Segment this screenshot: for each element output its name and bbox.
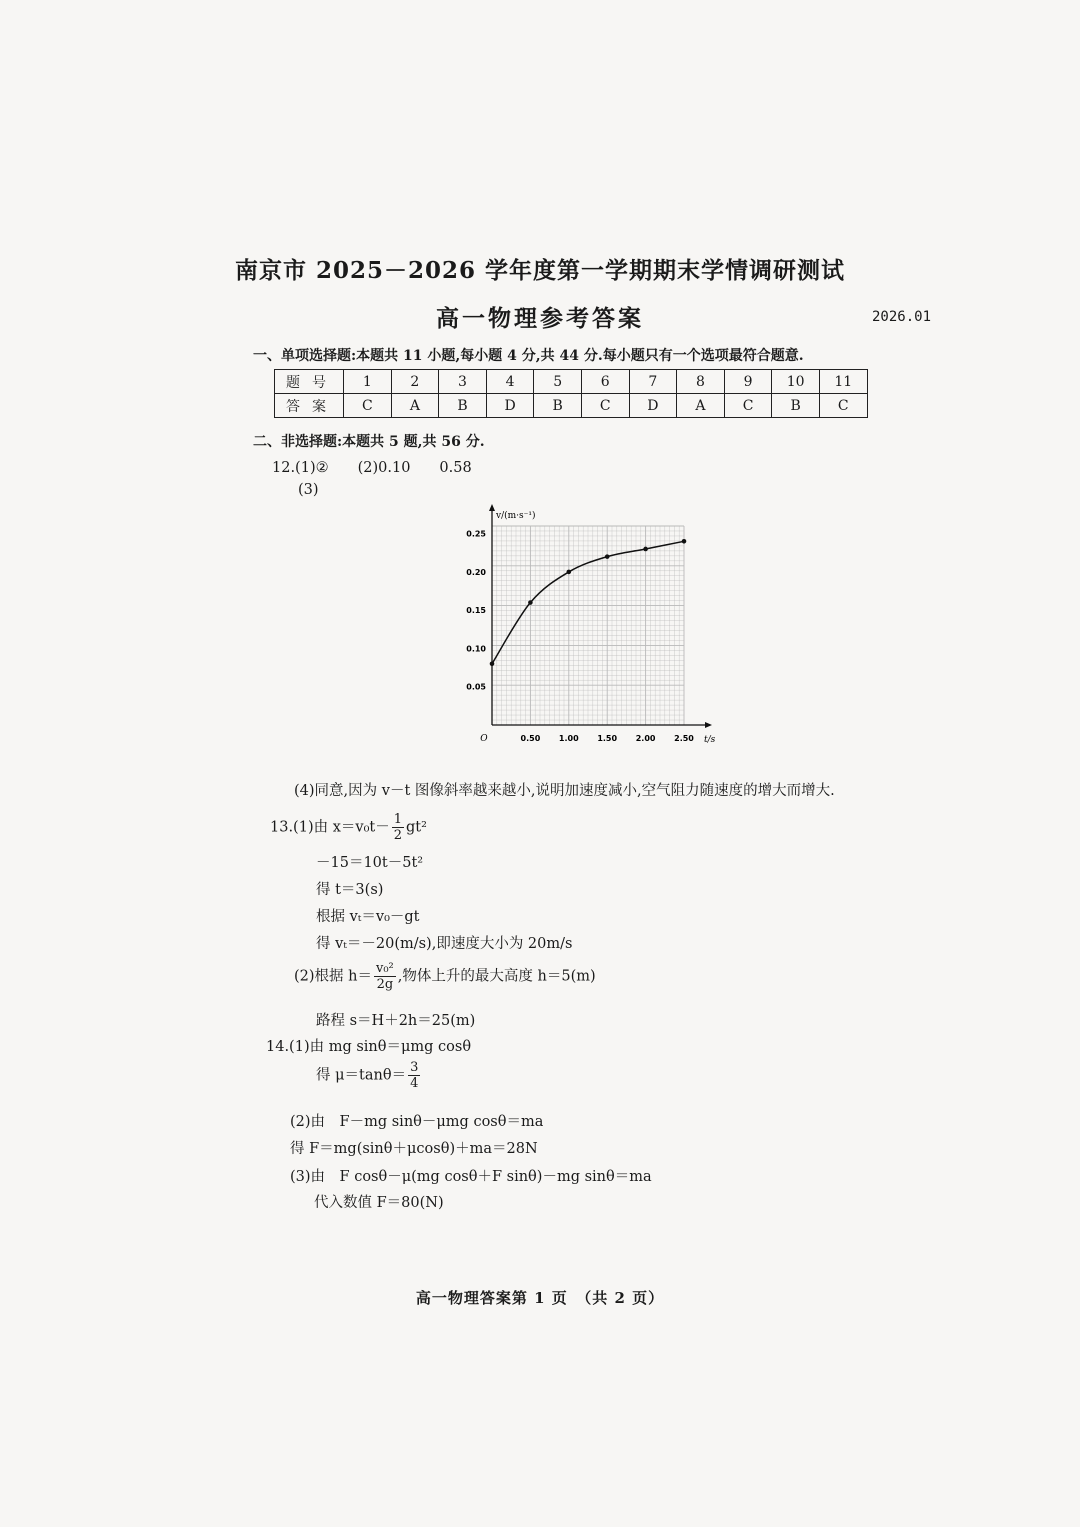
q13-equation: －15＝10t－5t² (316, 855, 424, 871)
q13-part1-line1 (270, 813, 427, 842)
question-number: 5 (534, 370, 582, 394)
section2-heading: 二、非选择题:本题共 5 题,共 56 分. (253, 434, 485, 450)
y-tick-label: 0.05 (466, 682, 486, 692)
answer-cell: C (724, 394, 772, 418)
q14-part1-mu (316, 1061, 422, 1090)
frac-num: 1 (393, 812, 402, 827)
date-label: 2026.01 (872, 309, 932, 325)
q12-answer-1-2: 12.(1)② (2)0.10 0.58 (272, 460, 472, 476)
y-tick-label: 0.15 (466, 606, 486, 616)
q13-part2-height (294, 962, 596, 991)
number-row (275, 370, 868, 394)
data-point (567, 570, 572, 575)
answer-cell: C (581, 394, 629, 418)
answer-cell: B (772, 394, 820, 418)
frac-num: 3 (410, 1060, 419, 1075)
fraction-half (392, 813, 404, 842)
q12-part3-label: (3) (298, 482, 319, 498)
question-number: 9 (724, 370, 772, 394)
q14-part3-result: 代入数值 F＝80(N) (314, 1195, 444, 1211)
answer-row (275, 394, 868, 418)
data-point (490, 661, 495, 666)
answer-cell: C (344, 394, 392, 418)
y-axis-arrow (489, 504, 495, 511)
question-number: 3 (439, 370, 487, 394)
answer-cell: D (486, 394, 534, 418)
question-number: 6 (581, 370, 629, 394)
answer-cell: D (629, 394, 677, 418)
x-tick-label: 2.50 (674, 734, 694, 743)
q14-part2-equation: (2)由 F－mg sinθ－μmg cosθ＝ma (290, 1114, 544, 1130)
fraction-three-quarters (408, 1061, 420, 1090)
x-tick-label: 1.50 (597, 734, 618, 743)
fraction-height (374, 962, 396, 991)
question-number: 8 (677, 370, 725, 394)
question-number: 1 (344, 370, 392, 394)
q13-path-length: 路程 s＝H＋2h＝25(m) (316, 1013, 476, 1029)
q13-l1-suffix: gt² (406, 819, 427, 836)
section1-heading: 一、单项选择题:本题共 11 小题,每小题 4 分,共 44 分.每小题只有一个选项最符合题意. (253, 348, 804, 364)
y-tick-label: 0.25 (466, 529, 486, 539)
question-number: 11 (819, 370, 867, 394)
frac-den: 4 (410, 1076, 419, 1091)
y-axis-label: v/(m·s⁻¹) (496, 511, 536, 521)
q14-part2-result: 得 F＝mg(sinθ＋μcosθ)＋ma＝28N (290, 1141, 538, 1157)
y-tick-label: 0.10 (466, 644, 486, 654)
y-tick-label: 0.20 (466, 567, 486, 577)
answer-table (274, 369, 868, 418)
q13-l6-suffix: ,物体上升的最大高度 h＝5(m) (397, 968, 596, 985)
page-title: 南京市 2025－2026 学年度第一学期期末学情调研测试 (234, 257, 846, 284)
q14-part1-line1: 14.(1)由 mg sinθ＝μmg cosθ (266, 1039, 472, 1055)
answer-cell: B (534, 394, 582, 418)
data-point (643, 547, 648, 552)
q13-time-result: 得 t＝3(s) (316, 882, 384, 898)
q14-l2-prefix: 得 μ＝tanθ＝ (316, 1067, 407, 1084)
question-number: 10 (772, 370, 820, 394)
question-number: 7 (629, 370, 677, 394)
x-tick-label: 0.50 (520, 734, 541, 743)
q13-l1-prefix: 13.(1)由 x＝v₀t－ (270, 819, 390, 836)
answer-cell: C (819, 394, 867, 418)
q13-velocity-result: 得 vₜ＝－20(m/s),即速度大小为 20m/s (316, 936, 573, 952)
velocity-time-chart (460, 500, 720, 755)
data-point (605, 554, 610, 559)
x-tick-label: 1.00 (558, 734, 579, 743)
q14-part3-equation: (3)由 F cosθ－μ(mg cosθ＋F sinθ)－mg sinθ＝ma (290, 1169, 652, 1185)
question-number: 2 (391, 370, 439, 394)
page-subtitle: 高一物理参考答案 (436, 305, 644, 332)
row-label-number: 题号 (275, 370, 344, 394)
frac-num: v₀² (376, 961, 394, 976)
answer-cell: B (439, 394, 487, 418)
q13-velocity-formula: 根据 vₜ＝v₀－gt (316, 909, 420, 925)
frac-den: 2 (393, 828, 402, 843)
answer-cell: A (677, 394, 725, 418)
answer-cell: A (391, 394, 439, 418)
x-tick-label: 2.00 (635, 734, 656, 743)
question-number: 4 (486, 370, 534, 394)
q12-part4-answer: (4)同意,因为 v－t 图像斜率越来越小,说明加速度减小,空气阻力随速度的增大而增大. (294, 783, 835, 799)
data-point (528, 600, 533, 605)
x-axis-label: t/s (704, 735, 716, 745)
row-label-answer: 答案 (275, 394, 344, 418)
data-point (682, 539, 687, 544)
q13-l6-prefix: (2)根据 h＝ (294, 968, 372, 985)
origin-label: O (480, 734, 488, 744)
x-axis-arrow (705, 722, 712, 728)
page-footer: 高一物理答案第 1 页 （共 2 页） (415, 1289, 665, 1307)
frac-den: 2g (376, 977, 394, 992)
